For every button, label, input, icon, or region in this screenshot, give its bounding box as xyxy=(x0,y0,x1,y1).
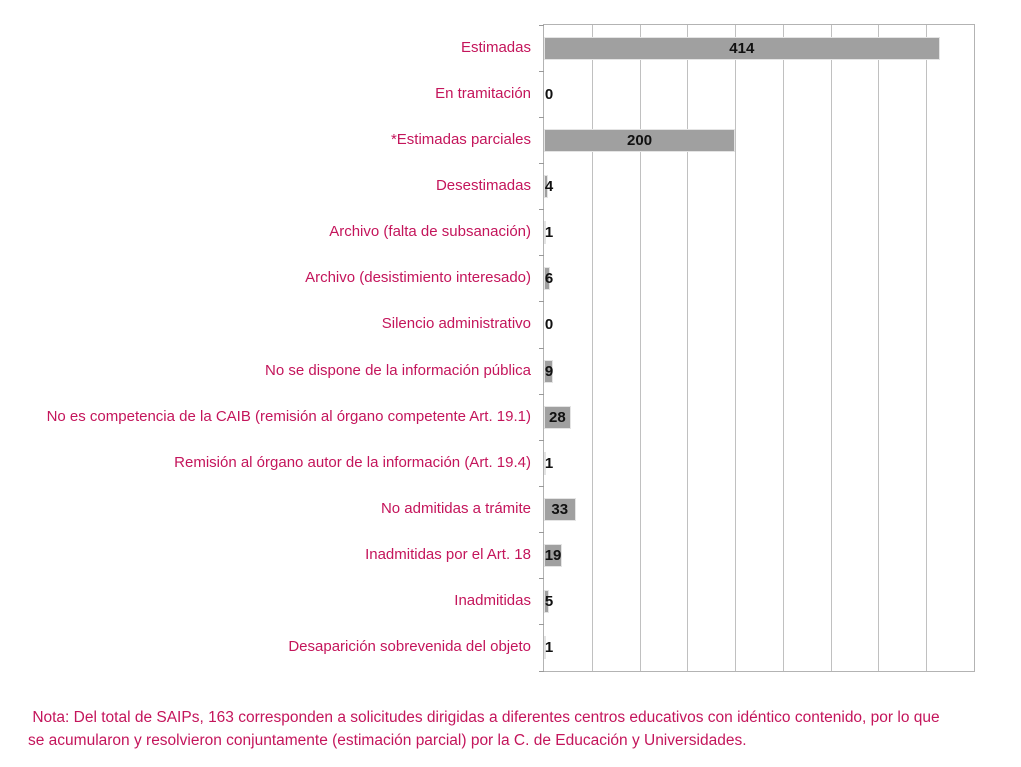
footnote xyxy=(28,706,1018,752)
axis-tick xyxy=(539,486,544,487)
value-label: 200 xyxy=(627,131,653,149)
gridline xyxy=(735,25,736,671)
value-label: 28 xyxy=(549,408,566,426)
axis-tick xyxy=(539,301,544,302)
plot-area xyxy=(543,24,975,672)
value-label: 5 xyxy=(544,593,554,611)
axis-tick xyxy=(539,440,544,441)
value-label: 1 xyxy=(544,639,554,657)
category-label: Inadmitidas xyxy=(454,592,531,610)
value-label: 1 xyxy=(544,224,554,242)
gridline xyxy=(687,25,688,671)
footnote-line-2: se acumularon y resolvieron conjuntamente (estimación parcial) por la C. de Educación y Universidades. xyxy=(28,732,747,749)
gridline xyxy=(878,25,879,671)
category-label: No admitidas a trámite xyxy=(380,499,531,517)
category-label: No se dispone de la información pública xyxy=(265,361,531,379)
gridline xyxy=(592,25,593,671)
axis-tick xyxy=(539,117,544,118)
category-label: Silencio administrativo xyxy=(381,315,531,333)
gridline xyxy=(640,25,641,671)
category-label: *Estimadas parciales xyxy=(390,130,531,148)
axis-tick xyxy=(539,394,544,395)
category-label: Estimadas xyxy=(460,38,531,56)
category-label: Desestimadas xyxy=(435,176,531,194)
category-axis xyxy=(0,24,536,670)
axis-tick xyxy=(539,532,544,533)
category-label: No es competencia de la CAIB (remisión al órgano competente Art. 19.1) xyxy=(46,407,531,425)
value-label: 414 xyxy=(729,39,755,57)
gridline xyxy=(831,25,832,671)
value-label: 4 xyxy=(544,178,554,195)
category-label: Remisión al órgano autor de la información (Art. 19.4) xyxy=(174,453,531,471)
axis-tick xyxy=(539,348,544,349)
value-label: 1 xyxy=(544,454,554,472)
axis-tick xyxy=(539,163,544,164)
value-label: 0 xyxy=(544,316,554,334)
axis-tick xyxy=(539,578,544,579)
category-label: En tramitación xyxy=(435,84,531,102)
axis-tick xyxy=(539,71,544,72)
category-label: Archivo (desistimiento interesado) xyxy=(305,269,531,287)
value-label: 33 xyxy=(551,501,569,518)
axis-tick xyxy=(539,624,544,625)
footnote-line-1: Nota: Del total de SAIPs, 163 corresponden a solicitudes dirigidas a diferentes centros educativos con idéntico contenido, por lo que xyxy=(28,709,940,726)
category-label: Desaparición sobrevenida del objeto xyxy=(288,638,531,656)
axis-tick xyxy=(539,255,544,256)
axis-tick xyxy=(539,25,544,26)
value-label: 19 xyxy=(544,547,562,565)
axis-tick xyxy=(539,209,544,210)
category-label: Inadmitidas por el Art. 18 xyxy=(365,546,531,564)
category-label: Archivo (falta de subsanación) xyxy=(329,223,531,241)
gridline xyxy=(926,25,927,671)
axis-tick xyxy=(539,671,544,672)
value-label: 9 xyxy=(544,362,554,380)
value-label: 6 xyxy=(544,270,554,288)
value-label: 0 xyxy=(544,85,554,103)
gridline xyxy=(783,25,784,671)
